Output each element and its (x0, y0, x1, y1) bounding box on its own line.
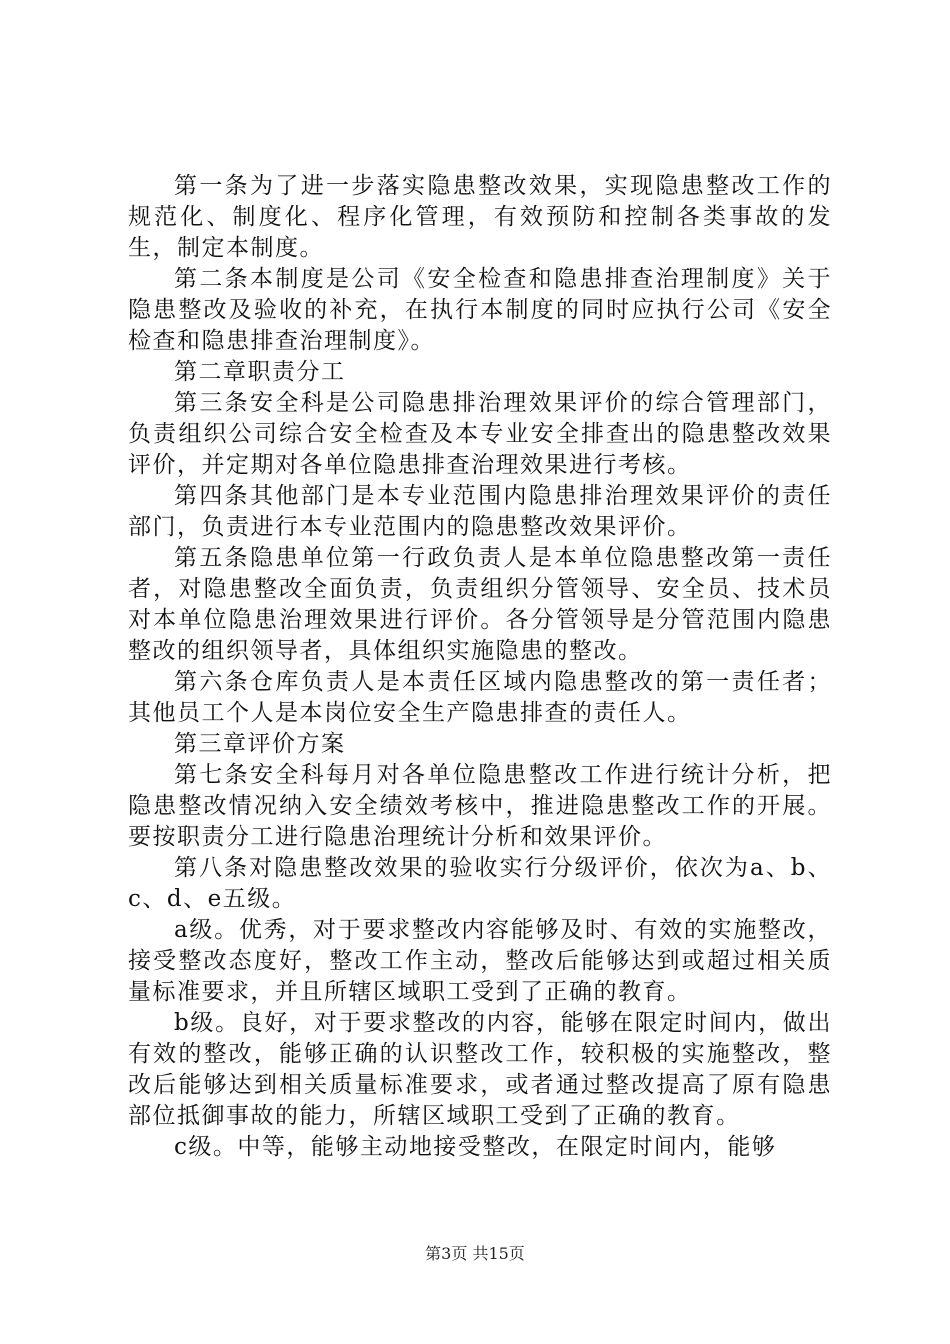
paragraph: b级。良好，对于要求整改的内容，能够在限定时间内，做出有效的整改，能够正确的认识整改工作，较积极的实施整改，整改后能够达到相关质量标准要求，或者通过整改提高了原有隐患部位抵御事故的能力，所辖区域职工受到了正确的教育。 (128, 1010, 832, 1129)
paragraph: 第八条对隐患整改效果的验收实行分级评价，依次为a、b、c、d、e五级。 (128, 855, 832, 912)
page-number-footer: 第3页 共15页 (425, 1244, 525, 1263)
paragraph: 第四条其他部门是本专业范围内隐患排治理效果评价的责任部门，负责进行本专业范围内的隐患整改效果评价。 (128, 483, 832, 540)
document-body (128, 171, 832, 1163)
paragraph: 第七条安全科每月对各单位隐患整改工作进行统计分析，把隐患整改情况纳入安全绩效考核中，推进隐患整改工作的开展。要按职责分工进行隐患治理统计分析和效果评价。 (128, 762, 832, 850)
paragraph: 第三条安全科是公司隐患排治理效果评价的综合管理部门，负责组织公司综合安全检查及本专业安全排查出的隐患整改效果评价，并定期对各单位隐患排查治理效果进行考核。 (128, 390, 832, 478)
paragraph: c级。中等，能够主动地接受整改，在限定时间内，能够 (174, 1134, 777, 1160)
paragraph: 第一条为了进一步落实隐患整改效果，实现隐患整改工作的规范化、制度化、程序化管理，有效预防和控制各类事故的发生，制定本制度。 (128, 173, 832, 261)
chapter-heading: 第三章评价方案 (174, 731, 346, 757)
paragraph: a级。优秀，对于要求整改内容能够及时、有效的实施整改，接受整改态度好，整改工作主动，整改后能够达到或超过相关质量标准要求，并且所辖区域职工受到了正确的教育。 (128, 917, 832, 1005)
chapter-heading: 第二章职责分工 (174, 359, 346, 385)
paragraph: 第二条本制度是公司《安全检查和隐患排查治理制度》关于隐患整改及验收的补充，在执行本制度的同时应执行公司《安全检查和隐患排查治理制度》。 (128, 266, 832, 354)
paragraph: 第六条仓库负责人是本责任区域内隐患整改的第一责任者；其他员工个人是本岗位安全生产隐患排查的责任人。 (128, 669, 832, 726)
paragraph: 第五条隐患单位第一行政负责人是本单位隐患整改第一责任者，对隐患整改全面负责，负责组织分管领导、安全员、技术员对本单位隐患治理效果进行评价。各分管领导是分管范围内隐患整改的组织领导者，具体组织实施隐患的整改。 (128, 545, 832, 664)
